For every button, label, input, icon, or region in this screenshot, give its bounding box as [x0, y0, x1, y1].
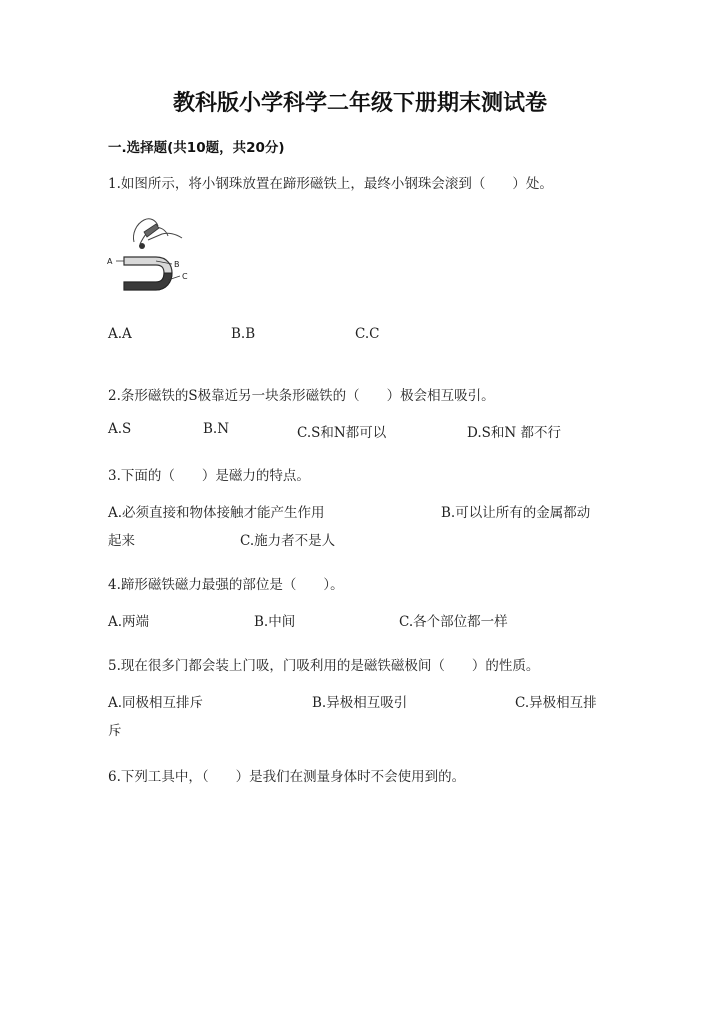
- q3-option-c[interactable]: C.施力者不是人: [240, 533, 336, 549]
- q3-option-b-continued: 起来: [108, 533, 135, 549]
- q4-option-a[interactable]: A.两端: [108, 614, 150, 630]
- q1-option-c[interactable]: C.C: [355, 326, 380, 342]
- question-4-stem: 4.蹄形磁铁磁力最强的部位是（ ）。: [108, 577, 344, 593]
- q2-option-d[interactable]: D.S和N 都不行: [467, 425, 561, 441]
- page-title: 教科版小学科学二年级下册期末测试卷: [172, 91, 547, 116]
- q5-option-b[interactable]: B.异极相互吸引: [312, 695, 408, 711]
- hand-outline: [148, 233, 182, 240]
- figure-label-b: B: [174, 260, 180, 269]
- hand-outline: [144, 224, 159, 237]
- magnet-bottom-arm: [124, 273, 172, 290]
- figure-label-c: C: [182, 272, 188, 281]
- question-6-stem: 6.下列工具中，（ ）是我们在测量身体时不会使用到的。: [108, 769, 466, 785]
- question-1-stem: 1.如图所示，将小钢珠放置在蹄形磁铁上，最终小钢珠会滚到（ ）处。: [108, 176, 553, 192]
- q2-option-b[interactable]: B.N: [203, 421, 230, 437]
- section-heading: 一.选择题(共10题，共20分): [108, 140, 285, 156]
- q4-option-b[interactable]: B.中间: [254, 614, 296, 630]
- q1-option-b[interactable]: B.B: [231, 326, 256, 342]
- question-3-stem: 3.下面的（ ）是磁力的特点。: [108, 468, 310, 484]
- steel-ball: [139, 243, 145, 249]
- horseshoe-magnet-figure: [104, 212, 196, 304]
- q3-option-a[interactable]: A.必须直接和物体接触才能产生作用: [108, 505, 325, 521]
- question-5-stem: 5.现在很多门都会装上门吸，门吸利用的是磁铁磁极间（ ）的性质。: [108, 658, 540, 674]
- q4-option-c[interactable]: C.各个部位都一样: [399, 614, 508, 630]
- question-2-stem: 2.条形磁铁的S极靠近另一块条形磁铁的（ ）极会相互吸引。: [108, 388, 495, 404]
- q2-option-a[interactable]: A.S: [108, 421, 132, 437]
- q5-option-c-continued: 斥: [108, 723, 122, 739]
- q3-option-b[interactable]: B.可以让所有的金属都动: [441, 505, 591, 521]
- q5-option-c[interactable]: C.异极相互排: [515, 695, 597, 711]
- q2-option-c[interactable]: C.S和N都可以: [297, 425, 387, 441]
- q5-option-a[interactable]: A.同极相互排斥: [108, 695, 204, 711]
- figure-label-a: A: [107, 257, 113, 266]
- q1-option-a[interactable]: A.A: [108, 326, 132, 342]
